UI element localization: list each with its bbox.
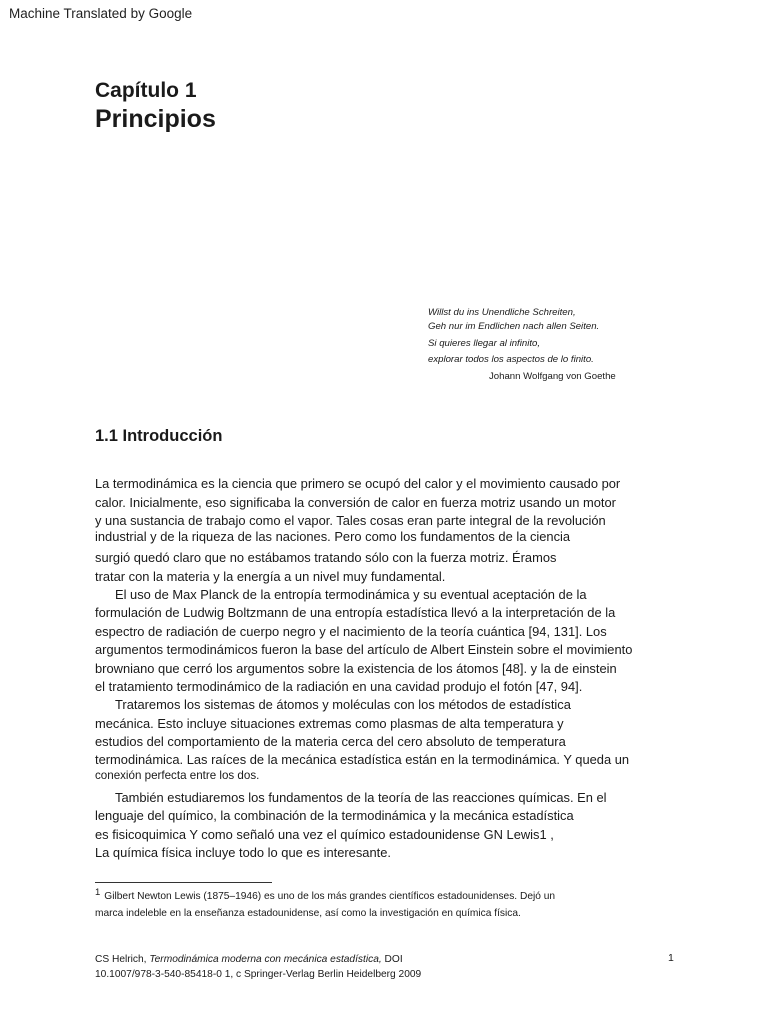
text-line: es fisicoquimica Y como señaló una vez el químico estadounidense GN Lewis1 , — [95, 827, 554, 842]
reference-title: Termodinámica moderna con mecánica estadística, — [149, 954, 382, 965]
text-line: argumentos termodinámicos fueron la base del artículo de Albert Einstein sobre el movimiento — [95, 642, 633, 657]
text-line: estudios del comportamiento de la materia cerca del cero absoluto de temperatura — [95, 734, 566, 749]
text-line: industrial y de la riqueza de las naciones. Pero como los fundamentos de la ciencia — [95, 529, 571, 544]
text-line: mecánica. Esto incluye situaciones extremas como plasmas de alta temperatura y — [95, 716, 564, 731]
text-line: surgió quedó claro que no estábamos tratando sólo con la fuerza motriz. Éramos — [95, 550, 557, 565]
footnote-number: 1 — [95, 887, 101, 898]
reference-author: CS Helrich, — [95, 954, 150, 965]
reference-line — [95, 954, 403, 965]
epigraph-line: explorar todos los aspectos de lo finito. — [428, 354, 594, 365]
epigraph-line: Willst du ins Unendliche Schreiten, — [428, 307, 576, 318]
chapter-label: Capítulo 1 — [95, 79, 197, 102]
text-line: También estudiaremos los fundamentos de la teoría de las reacciones químicas. En el — [115, 790, 607, 805]
text-line: La termodinámica es la ciencia que primero se ocupó del calor y el movimiento causado por — [95, 476, 621, 491]
reference-doi-label: DOI — [381, 954, 403, 965]
section-heading: 1.1 Introducción — [95, 427, 223, 445]
text-line: formulación de Ludwig Boltzmann de una entropía estadística llevó a la interpretación de la — [95, 605, 616, 620]
text-line: el tratamiento termodinámico de la radiación en una cavidad produjo el fotón [47, 94]. — [95, 679, 583, 694]
text-line: browniano que cerró los argumentos sobre la existencia de los átomos [48]. y la de einstein — [95, 661, 617, 676]
text-line: El uso de Max Planck de la entropía termodinámica y su eventual aceptación de la — [115, 587, 587, 602]
footnote-line: marca indeleble en la enseñanza estadounidense, así como la investigación en química física. — [95, 908, 521, 919]
text-line: calor. Inicialmente, eso significaba la conversión de calor en fuerza motriz usando un motor — [95, 495, 616, 510]
machine-translation-banner: Machine Translated by Google — [9, 6, 193, 21]
epigraph-line: Si quieres llegar al infinito, — [428, 338, 540, 349]
text-line: tratar con la materia y la energía a un nivel muy fundamental. — [95, 569, 446, 584]
chapter-title: Principios — [95, 105, 216, 133]
text-line: termodinámica. Las raíces de la mecánica estadística están en la termodinámica. Y queda un — [95, 752, 630, 767]
reference-line: 10.1007/978-3-540-85418-0 1, c Springer-Verlag Berlin Heidelberg 2009 — [95, 969, 422, 980]
text-line: conexión perfecta entre los dos. — [95, 769, 260, 782]
footnote-line — [95, 887, 555, 902]
text-line: La química física incluye todo lo que es interesante. — [95, 845, 391, 860]
text-line: Trataremos los sistemas de átomos y moléculas con los métodos de estadística — [115, 697, 571, 712]
text-line: espectro de radiación de cuerpo negro y el nacimiento de la teoría cuántica [94, 131]. Los — [95, 624, 607, 639]
text-line: lenguaje del químico, la combinación de la termodinámica y la mecánica estadística — [95, 808, 574, 823]
text-line: y una sustancia de trabajo como el vapor. Tales cosas eran parte integral de la revolución — [95, 513, 606, 528]
footnote-text: Gilbert Newton Lewis (1875–1946) es uno de los más grandes científicos estadounidenses. Dejó un — [104, 891, 556, 902]
epigraph-author: Johann Wolfgang von Goethe — [489, 371, 616, 382]
footnote-rule — [95, 882, 272, 883]
page-number: 1 — [668, 952, 674, 964]
epigraph-line: Geh nur im Endlichen nach allen Seiten. — [428, 321, 600, 332]
